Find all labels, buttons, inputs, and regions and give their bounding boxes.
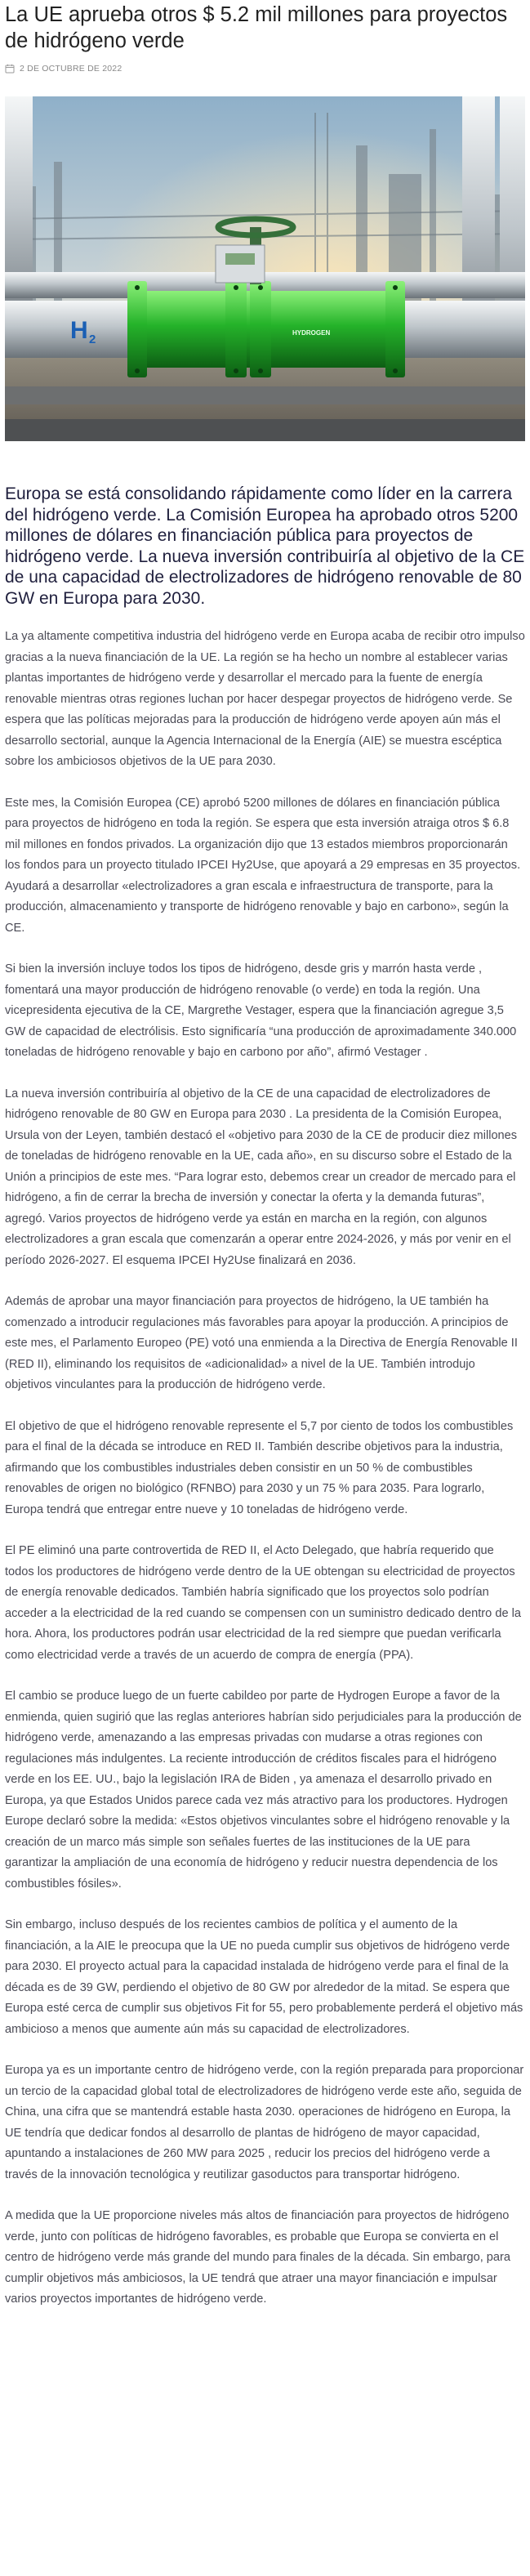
article-paragraph: La nueva inversión contribuiría al objetivo de la CE de una capacidad de electrolizadores de hidrógeno renovable de 80 GW en Europa para 2030 . La presidenta de la Comisión Europea, Ursula von der Leyen, también destacó el «objetivo para 2030 de la CE de producir diez millones de toneladas de hidrógeno renovable en la UE, cada año», en su discurso sobre el Estado de la Unión a principios de este mes. “Para lograr esto, debemos crear un creador de mercado para el hidrógeno, a fin de cerrar la brecha de inversión y conectar la oferta y la demanda futuras”, agregó. Varios proyectos de hidrógeno verde ya están en marcha en la región, con algunos electrolizadores a gran escala que comenzarán a operar entre 2024-2026, y más por venir en el período 2026-2027. El esquema IPCEI Hy2Use finalizará en 2036. bbox=[5, 1087, 518, 1267]
article-paragraph: A medida que la UE proporcione niveles más altos de financiación para proyectos de hidrógeno verde, junto con políticas de hidrógeno favorables, es probable que Europa se convierta en el centro de hidrógeno verde más grande del mundo para finales de la década. Sin embargo, para cumplir objetivos más ambiciosos, la UE tendrá que atraer una mayor financiación e impulsar varios proyectos importantes de hidrógeno verde. bbox=[5, 2209, 511, 2306]
hero-pipe-label: HYDROGEN bbox=[292, 329, 331, 337]
article-paragraph: El PE eliminó una parte controvertida de RED II, el Acto Delegado, que habría requerido que todos los productores de hidrógeno verde dentro de la UE obtengan su electricidad de proyectos de energía renovable dedicados. También habría significado que los proyectos solo podrían acceder a la electricidad de la red cuando se compensen con un suministro dedicado dentro de la hora. Ahora, los productores podrán usar electricidad de la red siempre que puedan verificarla como electricidad verde a través de un acuerdo de compra de energía (PPA). bbox=[5, 1544, 521, 1662]
article-paragraph: El cambio se produce luego de un fuerte cabildeo por parte de Hydrogen Europe a favor de la enmienda, quien sugirió que las reglas anteriores habrían sido perjudiciales para la producción de hidrógeno verde, amenazando a las empresas privadas con mudarse a otras regiones con regulaciones más indulgentes. La reciente introducción de créditos fiscales para el hidrógeno verde en los EE. UU., bajo la legislación IRA de Biden , ya amenaza el desarrollo privado en Europa, ya que Estados Unidos parece cada vez más atractivo para los productores. Hydrogen Europe declaró sobre la medida: «Estos objetivos vinculantes sobre el hidrógeno renovable y la creación de un marco más simple son señales fuertes de las instituciones de la UE para garantizar la ampliación de una economía de hidrógeno y reducir nuestra dependencia de los combustibles fósiles». bbox=[5, 1690, 522, 1891]
article-paragraph: Si bien la inversión incluye todos los tipos de hidrógeno, desde gris y marrón hasta verde , fomentará una mayor producción de hidrógeno renovable (o verde) en toda la región. Una vicepresidenta ejecutiva de la CE, Margrethe Vestager, espera que la financiación agregue 3,5 GW de capacidad de electrólisis. Esto significaría “una producción de aproximadamente 340.000 toneladas de hidrógeno renovable y bajo en carbono por año”, afirmó Vestager . bbox=[5, 962, 517, 1059]
article-paragraph: El objetivo de que el hidrógeno renovable represente el 5,7 por ciento de todos los combustibles para el final de la década se introduce en RED II. También describe objetivos para la industria, afirmando que los combustibles industriales deben consistir en un 50 % de combustibles renovables de origen no biológico (RFNBO) para 2030 y un 75 % para 2035. Para lograrlo, Europa tendrá que entregar entre nueve y 10 toneladas de hidrógeno verde. bbox=[5, 1419, 514, 1516]
article-meta bbox=[5, 62, 525, 75]
article-date: 2 DE OCTUBRE DE 2022 bbox=[20, 64, 122, 74]
calendar-icon bbox=[5, 64, 15, 74]
article-paragraph: Sin embargo, incluso después de los recientes cambios de política y el aumento de la financiación, a la AIE le preocupa que la UE no pueda cumplir sus objetivos de hidrógeno verde para 2030. El proyecto actual para la capacidad instalada de hidrógeno verde para el final de la década es de 39 GW, perdiendo el objetivo de 80 GW por alrededor de la mitad. Se espera que Europa esté cerca de cumplir sus objetivos Fit for 55, pero probablemente perderá el objetivo más ambicioso a menos que aumente aún más su capacidad de electrolizadores. bbox=[5, 1918, 523, 2036]
article-paragraph: Además de aprobar una mayor financiación para proyectos de hidrógeno, la UE también ha comenzado a introducir regulaciones más favorables para apoyar la producción. A principios de este mes, el Parlamento Europeo (PE) votó una enmienda a la Directiva de Energía Renovable II (RED II), eliminando los requisitos de «adicionalidad» a nivel de la UE. También introdujo objetivos vinculantes para la producción de hidrógeno verde. bbox=[5, 1295, 518, 1391]
hero-badge-h: H bbox=[70, 317, 88, 344]
article-paragraph: Este mes, la Comisión Europea (CE) aprobó 5200 millones de dólares en financiación pública para proyectos de hidrógeno en toda la región. Se espera que esta inversión atraiga otros $ 6.8 mil millones en fondos privados. La organización dijo que 13 estados miembros proporcionarán los fondos para un proyecto titulado IPCEI Hy2Use, que apoyará a 29 empresas en 35 proyectos. Ayudará a desarrollar «electrolizadores a gran escala e infraestructura de transporte, para la producción, almacenamiento y transporte de hidrógeno renovable y bajo en carbono», según la CE. bbox=[5, 796, 521, 935]
article-paragraph: La ya altamente competitiva industria del hidrógeno verde en Europa acaba de recibir otro impulso gracias a la nueva financiación de la UE. La región se ha hecho un nombre al establecer varias plantas importantes de hidrógeno verde y desarrollar el mercado para la fuente de energía renovable mientras otras regiones luchan por hacer despegar proyectos de hidrógeno verde. Se espera que las políticas mejoradas para la producción de hidrógeno verde apoyen aún más el desarrollo sectorial, aunque la Agencia Internacional de la Energía (AIE) se muestra escéptica sobre los ambiciosos objetivos de la UE para 2030. bbox=[5, 630, 525, 768]
hero-image bbox=[5, 96, 525, 441]
article-title: La UE aprueba otros $ 5.2 mil millones para proyectos de hidrógeno verde bbox=[5, 3, 508, 52]
article-paragraph: Europa ya es un importante centro de hidrógeno verde, con la región preparada para proporcionar un tercio de la capacidad global total de electrolizadores de hidrógeno verde este año, seguida de China, una cifra que se mantendrá estable hasta 2030. operaciones de hidrógeno en Europa, la UE tendría que dedicar fondos al desarrollo de plantas de hidrógeno de mayor capacidad, apuntando a instalaciones de 260 MW para 2025 , reducir los precios del hidrógeno verde a través de la innovación tecnológica y reutilizar gasoductos para transportar hidrógeno. bbox=[5, 2064, 524, 2181]
hero-badge-sub: 2 bbox=[89, 333, 96, 346]
article-lead: Europa se está consolidando rápidamente como líder en la carrera del hidrógeno verde. La Comisión Europea ha aprobado otros 5200 millones de dólares en financiación pública para proyectos de hidrógeno verde. La nueva inversión contribuiría al objetivo de la CE de una capacidad de electrolizadores de hidrógeno renovable de 80 GW en Europa para 2030. bbox=[5, 484, 525, 608]
